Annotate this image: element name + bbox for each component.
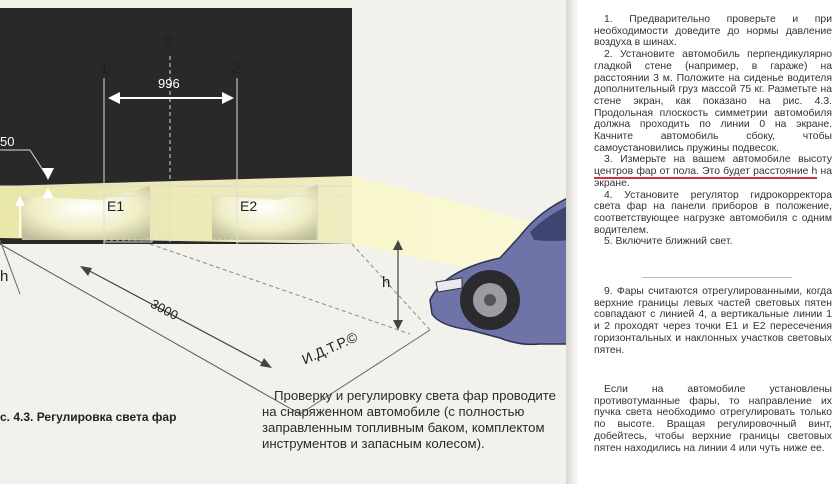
step-2: 2. Установите автомобиль перпендикулярно гладкой стене (например, в гараже) на расстоянии 3 м. Положите на сиденье водителя дополнительный груз массой 75 кг. Разметьте на стене экран, как показано на рис. 4.3. Продольная плоскость симметрии автомобиля должна проходить по линии 0 на экране. Качните автомобиль сбоку, чтобы самоустановились пружины подвесок. xyxy=(594,49,832,154)
separator xyxy=(642,277,792,278)
fog-text: Если на автомобиле установлены противотуманные фары, то направление их пучка света необходимо отрегулировать только по высоте. Вращая регулировочный винт, добейтесь, чтобы верхние границы световых пятен находились на линии 4 или чуть ниже ее. xyxy=(594,384,832,454)
label-fifty: 50 xyxy=(0,134,15,149)
step-9-block xyxy=(594,286,832,356)
step-5: 5. Включите ближний свет. xyxy=(604,236,733,248)
label-h-right: h xyxy=(382,274,391,291)
page-gutter xyxy=(566,0,578,484)
step-1: 1. Предварительно проверьте и при необходимости доведите до нормы давление воздуха в шинах. xyxy=(594,14,832,49)
figure-caption: с. 4.3. Регулировка света фар xyxy=(0,410,177,424)
label-width: 996 xyxy=(158,76,180,91)
floor-line-front xyxy=(0,244,300,414)
step-4: 4. Установите регулятор гидрокорректора света фар на панели приборов в положение, соответствующее нагрузке автомобиля с одним водителем. xyxy=(594,189,832,236)
step-3-highlight: центров фар от пола. Это будет расстояние h xyxy=(594,166,818,178)
label-e2: E2 xyxy=(240,198,258,214)
step-3 xyxy=(594,154,832,189)
right-page xyxy=(578,0,840,484)
fog-block xyxy=(594,384,832,454)
step-9: 9. Фары считаются отрегулированными, когда верхние границы левых частей световых пятен совпадают с линией 4, а вертикальные линии 1 и 2 проходят через точки E1 и E2 пересечения горизонтальных и наклонных участков световых пятен. xyxy=(594,286,832,356)
label-one: 1 xyxy=(100,60,109,77)
label-zero: 0 xyxy=(164,32,173,49)
step-3-part-c: на экране. xyxy=(594,166,833,189)
label-e1: E1 xyxy=(107,198,125,214)
watermark-label: И.Д.Т.Р.© xyxy=(299,328,360,368)
label-distance: 3000 xyxy=(148,296,181,323)
label-h-left: h xyxy=(0,268,9,285)
steps-block xyxy=(594,14,832,248)
step-3-part-a: 3. Измерьте на вашем автомобиле высоту xyxy=(604,154,832,166)
label-two: 2 xyxy=(232,60,241,77)
note-text: Проверку и регулировку света фар проводите на снаряженном автомобиле (с полностью заправленным топливным баком, комплектом инструментов и запасным колесом). xyxy=(262,388,556,451)
